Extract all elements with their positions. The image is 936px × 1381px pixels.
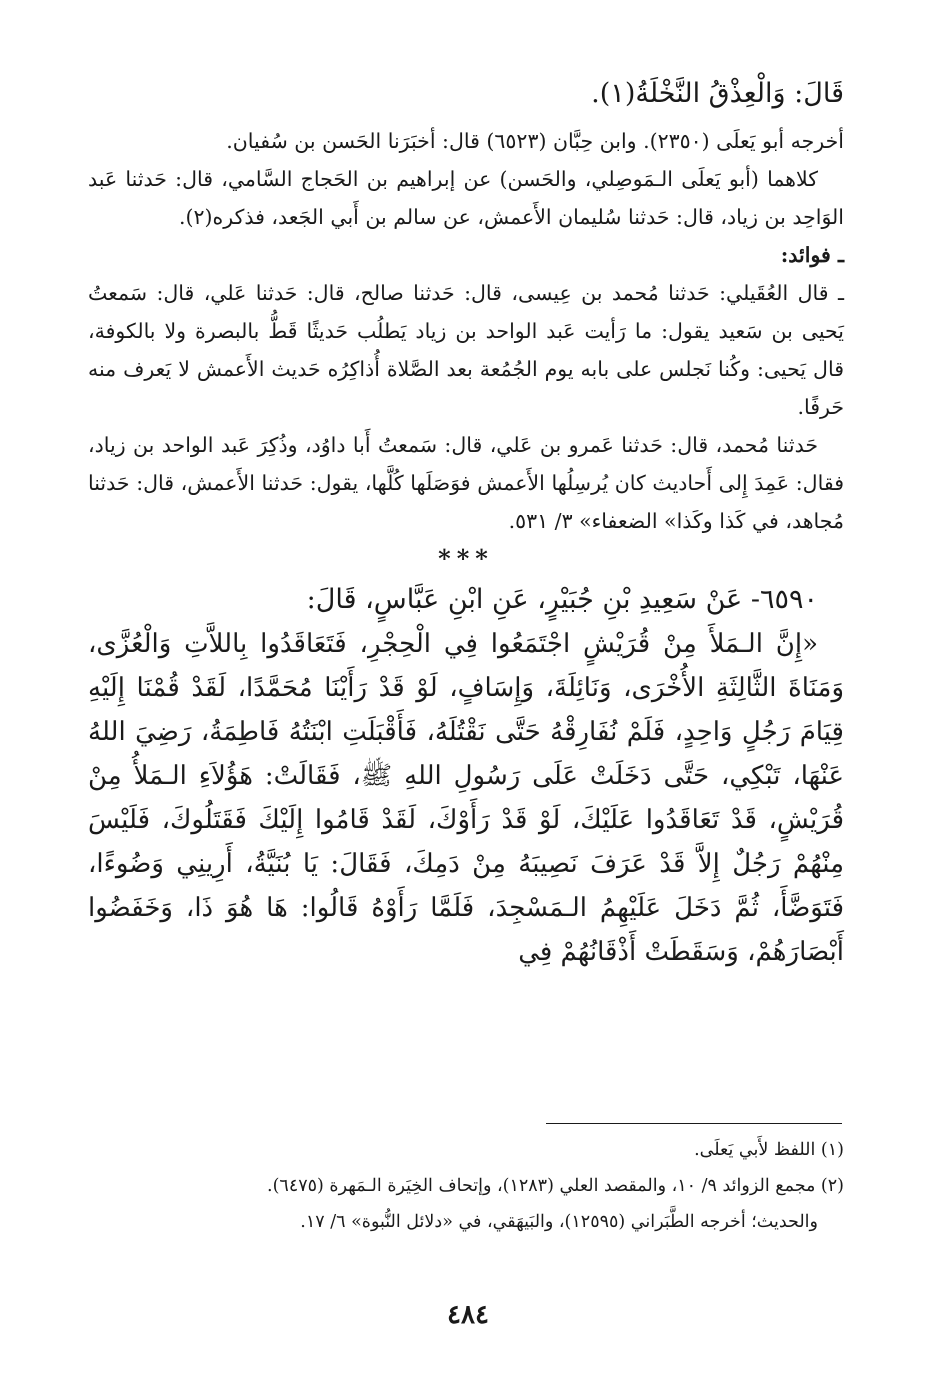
footnote-divider [546,1123,842,1124]
opening-line: قَالَ: وَالْعِذْقُ النَّخْلَةُ(١). [591,78,844,109]
fawaid-paragraph: حَدثنا مُحمد، قال: حَدثنا عَمرو بن عَلي، قال: سَمعتُ أَبا داوُد، وذُكِرَ عَبد الواحد بن زياد، فقال: عَمِدَ إِلى أَحاديث كان يُرسِلُها الأَعمش فوَصَلَها كُلَّها، يقول: حَدثنا الأَعمش، قال: حَدثنا مُجاهد، في كَذا وكَذا» الضعفاء» ٣/ ٥٣١. [88,433,844,533]
hadith-title: ٦٥٩٠- عَنْ سَعِيدِ بْنِ جُبَيْرٍ، عَنِ ابْنِ عَبَّاسٍ، قَالَ: [306,584,818,615]
footnotes [88,1132,844,1240]
page-number: ٤٨٤ [447,1300,489,1330]
hadith-text: «إِنَّ الـمَلأَ مِنْ قُرَيْشٍ اجْتَمَعُوا فِي الْحِجْرِ، فَتَعَاقَدُوا بِاللاَّتِ وَالْعُزَّى، وَمَنَاةَ الثَّالِثَةِ الأُخْرَى، وَنَائِلَةَ، وَإِسَافٍ، لَوْ قَدْ رَأَيْنَا مُحَمَّدًا، لَقَدْ قُمْنَا إِلَيْهِ قِيَامَ رَجُلٍ وَاحِدٍ، فَلَمْ نُفَارِقْهُ حَتَّى نَقْتُلَهُ، فَأَقْبَلَتِ ابْنَتُهُ فَاطِمَةُ، رَضِيَ اللهُ عَنْهَا، تَبْكِي، حَتَّى دَخَلَتْ عَلَى رَسُولِ اللهِ ﷺ، فَقَالَتْ: هَؤُلاَءِ الـمَلأُ مِنْ قُرَيْشٍ، قَدْ تَعَاقَدُوا عَلَيْكَ، لَوْ قَدْ رَأَوْكَ، لَقَدْ قَامُوا إِلَيْكَ فَقَتَلُوكَ، فَلَيْسَ مِنْهُمْ رَجُلٌ إِلاَّ قَدْ عَرَفَ نَصِيبَهُ مِنْ دَمِكَ، فَقَالَ: يَا بُنَيَّةُ، أَرِينِي وَضُوءًا، فَتَوَضَّأَ، ثُمَّ دَخَلَ عَلَيْهِمُ الـمَسْجِدَ، فَلَمَّا رَأَوْهُ قَالُوا: هَا هُوَ ذَا، وَخَفَضُوا أَبْصَارَهُمْ، وَسَقَطَتْ أَذْقَانُهُمْ فِي [88,629,844,967]
fawaid-heading: ـ فوائد: [780,243,844,267]
footnote: (٢) مجمع الزوائد ٩/ ١٠، والمقصد العلي (١٢٨٣)، وإتحاف الخِيَرة الـمَهرة (٦٤٧٥). [267,1176,844,1196]
footnote: (١) اللفظ لأَبي يَعلَى. [694,1140,844,1160]
section-separator: *** [438,544,494,573]
takhrij-paragraph: أخرجه أبو يَعلَى (٢٣٥٠). وابن حِبَّان (٦٥٢٣) قال: أخبَرَنا الحَسن بن سُفيان. [226,129,844,153]
page-body [88,70,844,974]
takhrij-paragraph: كلاهما (أبو يَعلَى الـمَوصِلي، والحَسن) عن إبراهيم بن الحَجاج السَّامي، قال: حَدثنا عَبد الوَاحِد بن زياد، قال: حَدثنا سُليمان الأَعمش، عن سالم بن أَبي الجَعد، فذكره(٢). [88,167,844,229]
footnote: والحديث؛ أخرجه الطَّبَراني (١٢٥٩٥)، والبَيهَقي، في «دلائل النُّبوة» ٦/ ١٧. [300,1212,818,1232]
fawaid-paragraph: ـ قال العُقَيلي: حَدثنا مُحمد بن عِيسى، قال: حَدثنا صالح، قال: حَدثنا عَلي، قال: سَمعتُ يَحيى بن سَعيد يقول: ما رَأيت عَبد الواحد بن زياد يَطلُب حَديثًا قَطُّ بالبصرة ولا بالكوفة، قال يَحيى: وكُنا نَجلس على بابه يوم الجُمُعة بعد الصَّلاة أُذاكِرُه حَديث الأَعمش لا يَعرف منه حَرفًا. [88,281,844,419]
